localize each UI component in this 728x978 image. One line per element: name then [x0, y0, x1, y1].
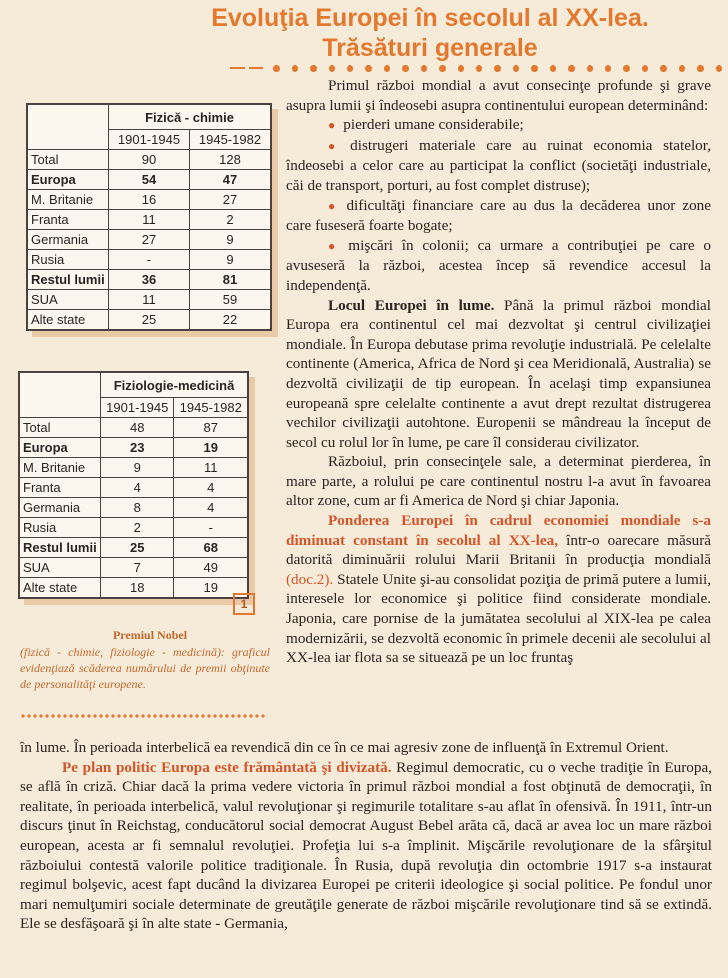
table-row [27, 250, 271, 270]
row-label: Franta [27, 210, 109, 230]
row-value: - [174, 518, 248, 538]
row-value: 22 [189, 310, 271, 331]
row-value: 9 [101, 458, 174, 478]
table1-period-2: 1945-1982 [189, 130, 271, 150]
caption-text: (fizică - chimie, fiziologie - medicină): graficul evidenţiază scăderea numărului de premii obţinute de personalităţi europene. [20, 645, 270, 691]
row-value: 25 [109, 310, 190, 331]
row-value: 27 [109, 230, 190, 250]
title-divider [230, 62, 728, 74]
table1-period-1: 1901-1945 [109, 130, 190, 150]
row-value: 68 [174, 538, 248, 558]
table-row [27, 290, 271, 310]
table2-period-1: 1901-1945 [101, 398, 174, 418]
row-value: 16 [109, 190, 190, 210]
row-value: 2 [189, 210, 271, 230]
row-label: Germania [19, 498, 101, 518]
row-value: 48 [101, 418, 174, 438]
table-row [19, 458, 248, 478]
table-row [27, 230, 271, 250]
full-width-text [20, 738, 712, 934]
title-line-2: Trăsături generale [322, 34, 538, 62]
row-value: 4 [101, 478, 174, 498]
paragraph-intro: Primul război mondial a avut consecinţe profunde şi grave asupra lumii şi îndeosebi asupra continentului european determinând: [286, 77, 711, 114]
row-value: - [109, 250, 190, 270]
row-label: Germania [27, 230, 109, 250]
table-row [27, 310, 271, 331]
row-label: Restul lumii [19, 538, 101, 558]
row-value: 11 [109, 210, 190, 230]
row-value: 9 [189, 230, 271, 250]
bullet-icon: ● [328, 238, 341, 253]
paragraph-war-consequences: Războiul, prin consecinţele sale, a determinat pierderea, în mare parte, a rolului pe care continentul nostru l-a avut în favoarea altor zone, cum ar fi America de Nord şi chiar Japonia. [286, 453, 711, 510]
row-value: 11 [109, 290, 190, 310]
paragraph-europe-place: Locul Europei în lume. Până la primul război mondial Europa era continentul cel mai dezvoltat şi centrul civilizaţiei mondiale. În Europa debutase prima revoluţie industrială. Pe celelalte continente (America, Africa de Nord şi cea Meridională, Australia) se dezvoltă civilizaţii de tip european. În acelaşi timp expansiunea europeană spre celelalte continente a avut drept rezultat distrugerea vechilor civilizaţii autohtone. Europenii se mândreau la început de secol cu rolul lor în lume, pe care îl considerau civilizator. [286, 296, 711, 451]
bullet-item: ● distrugeri materiale care au ruinat economia statelor, îndeosebi a celor care au participat la conflict (societăţi industriale, căi de transport, porturi, au fost complet distruse); [286, 136, 712, 194]
page-title [150, 3, 710, 63]
document-number-badge: 1 [233, 593, 255, 615]
row-label: Rusia [27, 250, 109, 270]
table-row [27, 150, 271, 170]
nobel-physics-chemistry-table [26, 103, 272, 331]
caption-title: Premiul Nobel [112, 628, 188, 642]
table-row [27, 210, 271, 230]
table-row [19, 578, 248, 599]
row-label: Europa [27, 170, 109, 190]
row-label: SUA [19, 558, 101, 578]
table-row [27, 270, 271, 290]
title-line-1: Evoluţia Europei în secolul al XX-lea. [211, 4, 649, 32]
row-value: 2 [101, 518, 174, 538]
row-value: 4 [174, 478, 248, 498]
row-label: Franta [19, 478, 101, 498]
table-row [19, 418, 248, 438]
bullet-icon: ● [328, 118, 336, 133]
subheading: Ponderea Europei în cadrul economiei mondiale s-a diminuat constant în secolul al XX-lea, [286, 512, 711, 549]
row-value: 27 [189, 190, 271, 210]
table-row [19, 478, 248, 498]
bullet-item: ● dificultăţi financiare care au dus la decăderea unor zone care fuseseră foarte bogate; [286, 196, 712, 235]
table2-period-2: 1945-1982 [174, 398, 248, 418]
subheading: Locul Europei în lume. [328, 296, 495, 314]
row-label: M. Britanie [19, 458, 101, 478]
row-label: SUA [27, 290, 109, 310]
row-value: 87 [174, 418, 248, 438]
table-row [19, 518, 248, 538]
table-row [19, 558, 248, 578]
row-value: 11 [174, 458, 248, 478]
table-row [27, 170, 271, 190]
bullet-item: ● mişcări în colonii; ca urmare a contribuţiei pe care o avuseseră la război, acestea încep să revendice accesul la independenţă. [286, 236, 711, 294]
row-value: 8 [101, 498, 174, 518]
doc-reference: (doc.2). [286, 570, 334, 588]
row-label: Europa [19, 438, 101, 458]
row-value: 81 [189, 270, 271, 290]
row-label: Alte state [27, 310, 109, 331]
row-label: Total [19, 418, 101, 438]
bullet-icon: ● [328, 138, 343, 153]
table1-heading: Fizică - chimie [109, 104, 272, 130]
table-row [27, 190, 271, 210]
row-value: 23 [101, 438, 174, 458]
row-value: 7 [101, 558, 174, 578]
paragraph-economy: Ponderea Europei în cadrul economiei mondiale s-a diminuat constant în secolul al XX-lea, într-o oarecare măsură datorită diminuării rolului Marii Britanii în producţia mondială (doc.2). Statele Unite şi-au consolidat poziţia de primă putere a lumii, interesele lor economice şi politice fiind considerate mondiale. Japonia, care pornise de la jumătatea secolului al XIX-lea pe calea modernizării, se dezvoltă economic în primele decenii ale secolului al XX-lea iar flota sa se situează pe un loc fruntaş [286, 512, 712, 667]
row-label: Total [27, 150, 109, 170]
nobel-physiology-medicine-table [18, 371, 249, 599]
row-value: 4 [174, 498, 248, 518]
main-text-column [286, 76, 711, 668]
row-value: 19 [174, 438, 248, 458]
row-value: 36 [109, 270, 190, 290]
row-value: 47 [189, 170, 271, 190]
table-row [19, 498, 248, 518]
table2-heading: Fiziologie-medicină [101, 372, 249, 398]
table-row [19, 538, 248, 558]
row-value: 19 [174, 578, 248, 599]
caption-divider [20, 713, 265, 719]
row-value: 54 [109, 170, 190, 190]
row-label: Rusia [19, 518, 101, 538]
paragraph-politics: Pe plan politic Europa este frământată şi divizată. Regimul democratic, cu o veche tradiţie în Europa, se află în criză. Chiar dacă la prima vedere victoria în primul război mondial a fost obţinută de democraţii, în realitate, în perioada interbelică, valul revoluţionar şi regimurile totalitare s-au aflat în ofensivă. În 1911, într-un discurs ţinut în Reichstag, conducătorul social democrat August Bebel arăta că, dacă ar avea loc un mare război european, acesta ar fi semnalul revoluţiei. Profeţia lui s-a împlinit. Mişcările revoluţionare de la sfârşitul războiului contestă valorile politice tradiţionale. În Rusia, după revoluţia din octombrie 1917 s-a instaurat regimul bolşevic, acest fapt ducând la divizarea Europei pe criterii ideologice şi social politice. Pe fondul unor mari nemulţumiri sociale determinate de greutăţile generate de război mişcările revoluţionare tind să se extindă. Ele se desfăşoară şi în alte state - Germania, [20, 758, 712, 933]
row-value: 18 [101, 578, 174, 599]
paragraph-japan-continued: în lume. În perioada interbelică ea revendică din ce în ce mai agresiv zone de influenţă în Extremul Orient. [20, 739, 669, 756]
row-value: 128 [189, 150, 271, 170]
row-value: 59 [189, 290, 271, 310]
row-label: Alte state [19, 578, 101, 599]
table-row [19, 438, 248, 458]
bullet-item: ● pierderi umane considerabile; [328, 116, 524, 134]
row-value: 49 [174, 558, 248, 578]
row-label: Restul lumii [27, 270, 109, 290]
bullet-icon: ● [328, 198, 339, 213]
row-value: 25 [101, 538, 174, 558]
row-value: 90 [109, 150, 190, 170]
subheading: Pe plan politic Europa este frământată şi divizată. [62, 758, 392, 776]
row-label: M. Britanie [27, 190, 109, 210]
row-value: 9 [189, 250, 271, 270]
